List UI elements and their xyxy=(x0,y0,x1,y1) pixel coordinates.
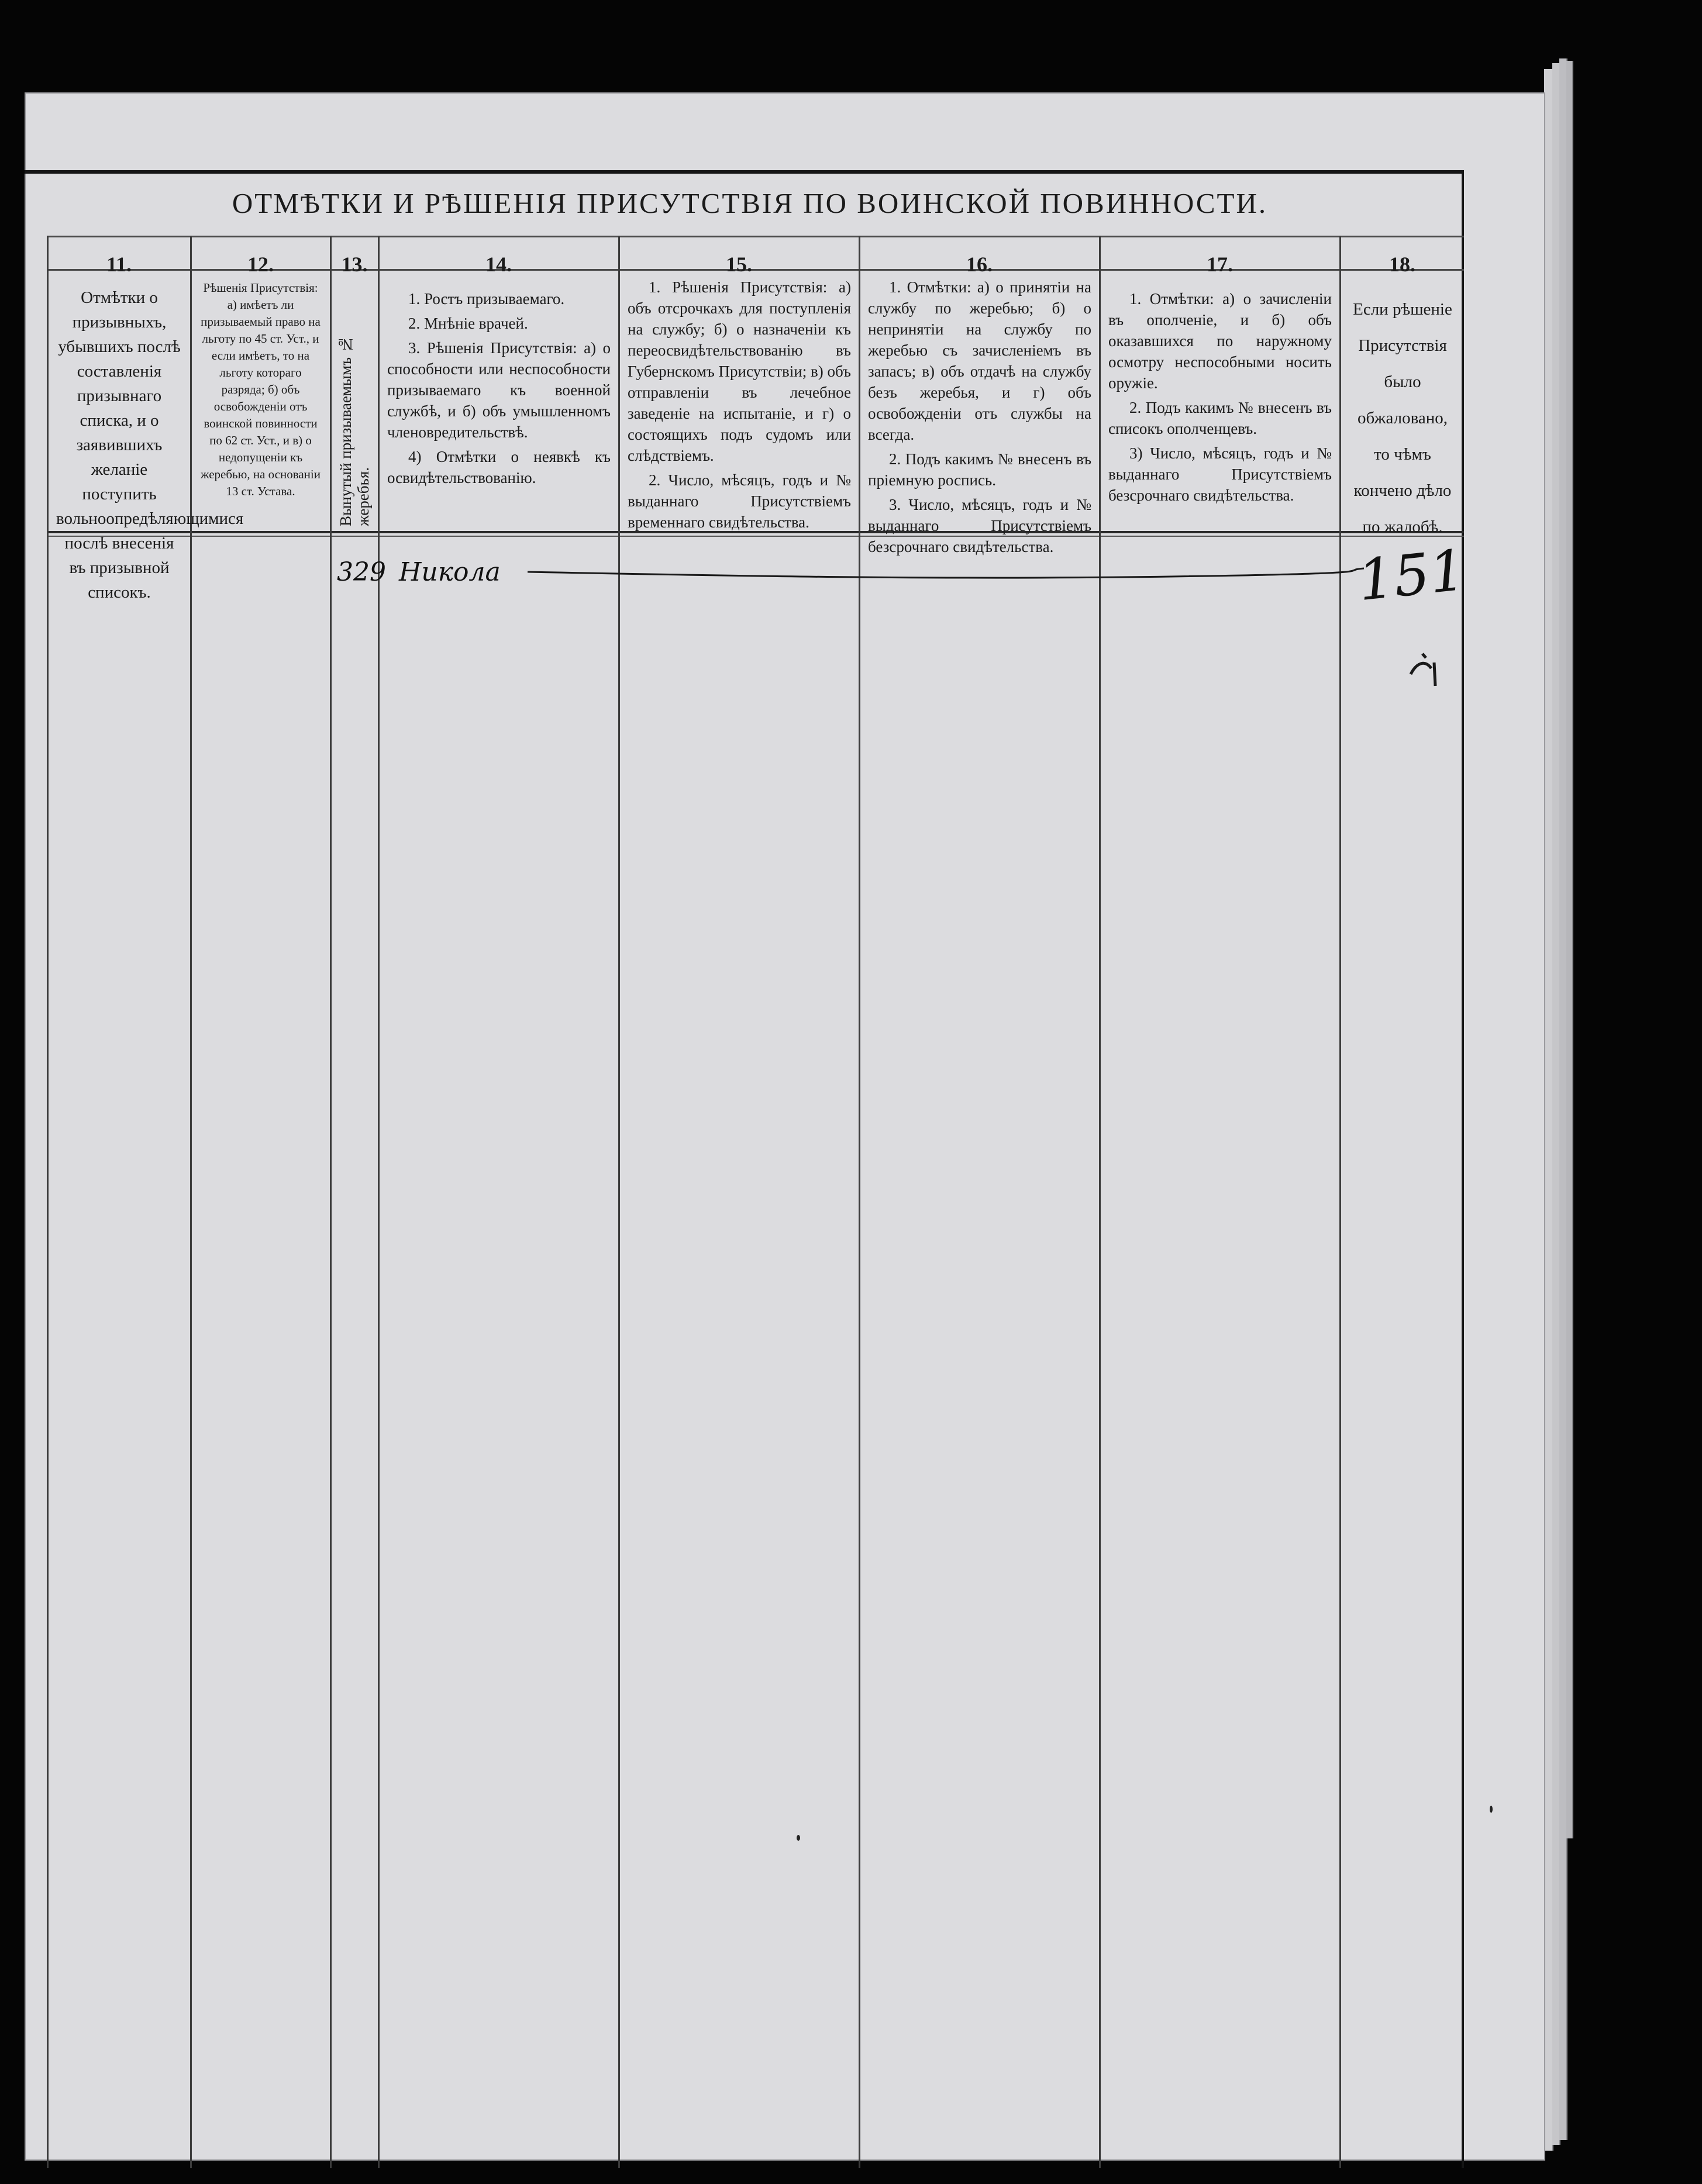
column-number-14: 14. xyxy=(485,253,512,276)
lot-number-entry: 329 xyxy=(337,557,386,587)
header-col-14 xyxy=(380,282,618,598)
col18-mark: 151 xyxy=(1355,537,1469,614)
column-rule xyxy=(618,236,620,2168)
header-text: 2. Подъ какимъ № внесенъ въ пріемную роспись. xyxy=(868,450,1091,489)
header-col-13: Вынутый призываемымъ № жеребья. xyxy=(337,336,372,526)
column-number-11: 11. xyxy=(106,253,132,276)
column-number-13: 13. xyxy=(341,253,368,276)
header-text: 3. Число, мѣсяцъ, годъ и № выданнаго Присутствіемъ безсрочнаго свидѣтельства. xyxy=(868,496,1091,556)
column-number-16: 16. xyxy=(966,253,993,276)
column-rule xyxy=(330,236,332,2168)
column-rule xyxy=(1099,236,1101,2168)
column-number-17: 17. xyxy=(1207,253,1233,276)
header-text: 1. Ростъ призываемаго. xyxy=(408,290,565,308)
header-text: Если рѣшеніе Присутствія было обжаловано, то чѣмъ кончено дѣло по жалобѣ. xyxy=(1353,300,1452,536)
header-text: 3. Рѣшенія Присутствія: а) о способности или неспособности призываемаго къ военной службѣ, и б) объ умышленномъ членовредительствѣ. xyxy=(387,339,611,441)
header-text: 4) Отмѣтки о неявкѣ къ освидѣтельствованію. xyxy=(387,448,611,487)
header-text: 2. Мнѣніе врачей. xyxy=(408,315,528,332)
column-rule xyxy=(859,236,860,2168)
column-number-18: 18. xyxy=(1389,253,1415,276)
column-number-15: 15. xyxy=(726,253,752,276)
header-text: 3) Число, мѣсяцъ, годъ и № выданнаго Присутствіемъ безсрочнаго свидѣтельства. xyxy=(1108,444,1332,504)
ink-speck xyxy=(797,1835,800,1841)
header-col-15 xyxy=(621,271,858,586)
header-text: 1. Рѣшенія Присутствія: а) объ отсрочкахъ для поступленія на службу; б) о назначеніи къ переосвидѣтельствованію въ Губернскомъ Присутствіи; в) объ отправленіи въ лечебное заведеніе на испытаніе, и г) о состоящихъ подъ судомъ или слѣдствіемъ. xyxy=(628,278,852,464)
header-col-17 xyxy=(1101,282,1339,598)
header-text: 1. Отмѣтки: а) о зачисленіи въ ополченіе, и б) объ оказавшихся по наружному осмотру неспособными носить оружіе. xyxy=(1108,290,1332,392)
column-number-12: 12. xyxy=(247,253,274,276)
column-rule xyxy=(378,236,380,2168)
header-col-16 xyxy=(861,271,1098,586)
page-title: ОТМѢТКИ И РѢШЕНІЯ ПРИСУТСТВІЯ ПО ВОИНСКОЙ ПОВИННОСТИ. xyxy=(232,187,1268,219)
handwritten-mark xyxy=(1405,651,1446,692)
header-col-12 xyxy=(192,274,329,589)
header-text: 2. Подъ какимъ № внесенъ въ списокъ ополченцевъ. xyxy=(1108,399,1332,437)
header-text: 1. Отмѣтки: а) о принятіи на службу по жеребью; б) о непринятіи на службу по жеребью съ зачисленіемъ въ запасъ; в) объ отдачѣ на службу безъ жеребья, и г) объ освобожденіи отъ службы на всегда. xyxy=(868,278,1091,443)
header-text: 2. Число, мѣсяцъ, годъ и № выданнаго Присутствіемъ временнаго свидѣтельства. xyxy=(628,471,851,531)
page-edge xyxy=(1566,61,1573,1838)
header-col-11 xyxy=(49,280,244,602)
name-entry: Никола xyxy=(399,557,501,587)
handwritten-dash-line xyxy=(528,560,1370,584)
column-rule xyxy=(47,236,49,2168)
register-page xyxy=(25,92,1545,2161)
column-rule xyxy=(1339,236,1341,2168)
ink-speck xyxy=(1490,1806,1493,1813)
header-text: Отмѣтки о призывныхъ, убывшихъ послѣ составленія призывнаго списка, и о заявившихъ желаніе поступить вольноопредѣляющимися послѣ внесенія въ призывной списокъ. xyxy=(56,288,244,602)
header-text: Рѣшенія Присутствія: а) имѣетъ ли призываемый право на льготу по 45 ст. Уст., и если имѣетъ, то на льготу котораго разряда; б) объ освобожденіи отъ воинской повинности по 62 ст. Уст., и в) о недопущеніи къ жеребью, на основаніи 13 ст. Устава. xyxy=(201,281,321,498)
